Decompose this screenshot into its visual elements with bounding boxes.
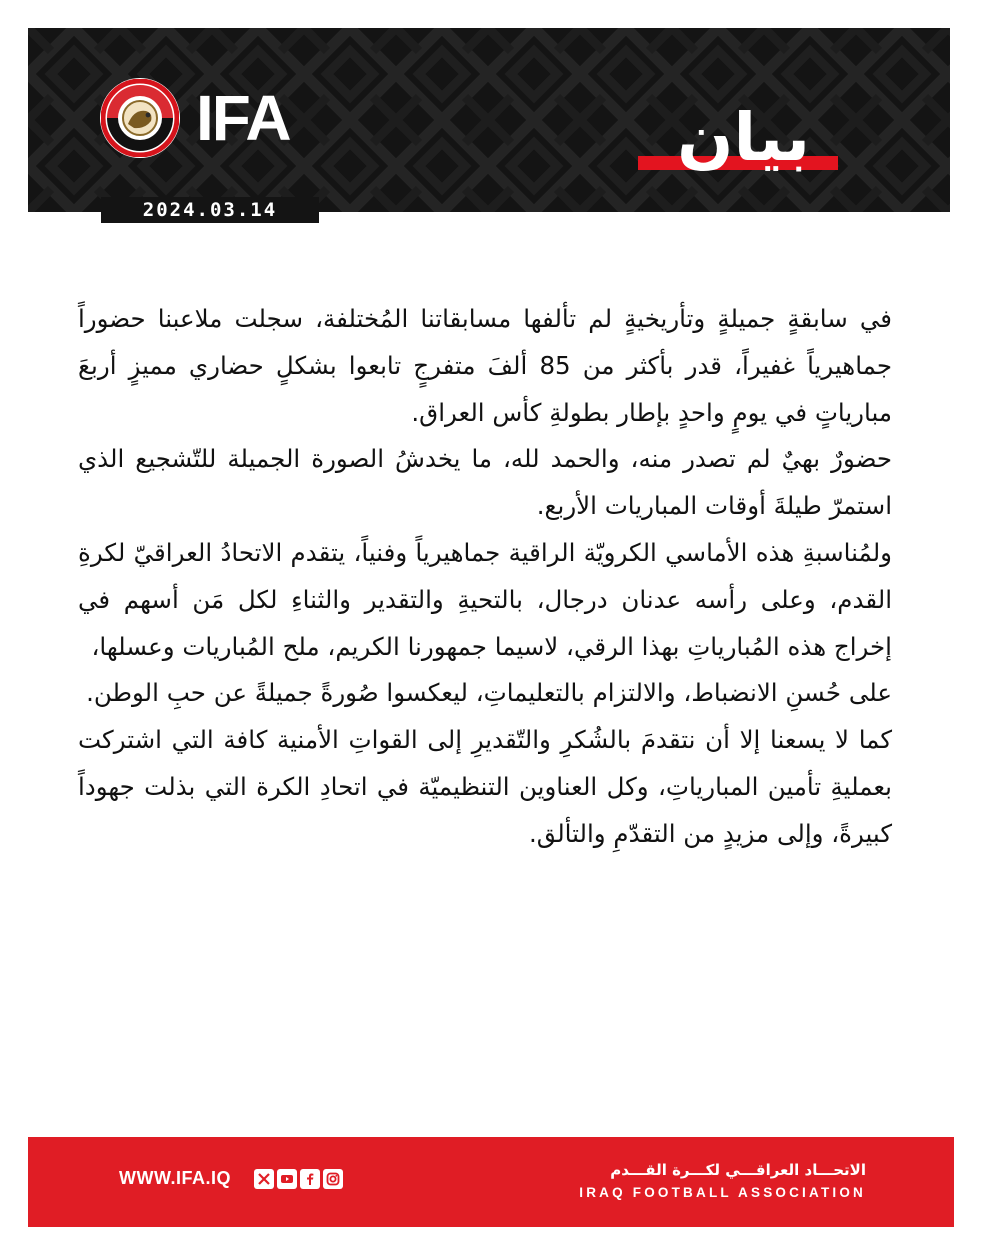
brand-wordmark: IFA [196, 82, 290, 154]
association-name-english: IRAQ FOOTBALL ASSOCIATION [579, 1185, 866, 1200]
statement-paragraph: حضورٌ بهيٌ لم تصدر منه، والحمد لله، ما يخدشُ الصورة الجميلة للتّشجيع الذي استمرّ طيلةَ أوقات المباريات الأربع. [78, 444, 892, 521]
instagram-icon[interactable] [323, 1169, 343, 1189]
title-block [677, 98, 810, 178]
website-link[interactable]: WWW.IFA.IQ [119, 1168, 231, 1188]
header-banner [28, 28, 950, 212]
statement-paragraph: كما لا يسعنا إلا أن نتقدمَ بالشُكرِ والتّقديرِ إلى القواتِ الأمنية كافة التي اشتركت بعمليةِ تأمين المبارياتِ، وكل العناوين التنظيميّة في اتحادِ الكرة التي بذلت جهوداً كبيرةً، وإلى مزيدٍ من التقدّمِ والتألق. [78, 725, 892, 848]
statement-paragraph: على حُسنِ الانضباط، والالتزام بالتعليماتِ، ليعكسوا صُورةً جميلةً عن حبِ الوطن. [86, 678, 892, 708]
ifa-crest-icon [100, 78, 180, 158]
footer-bar [28, 1137, 954, 1227]
social-links [254, 1169, 343, 1189]
date-badge: 2024.03.14 [101, 197, 319, 223]
x-icon[interactable] [254, 1169, 274, 1189]
statement-paragraph: في سابقةٍ جميلةٍ وتأريخيةٍ لم تألفها مسابقاتنا المُختلفة، سجلت ملاعبنا حضوراً جماهيرياً غفيراً، قدر بأكثر من 85 ألفَ متفرجٍ تابعوا بشكلٍ حضاري مميزٍ أربعَ مبارياتٍ في يومٍ واحدٍ بإطار بطولةِ كأس العراق. [78, 304, 892, 427]
youtube-icon[interactable] [277, 1169, 297, 1189]
page-title: بيان [677, 99, 810, 176]
association-name-arabic: الاتحـــاد العراقـــي لكـــرة القـــدم [610, 1161, 866, 1179]
ifa-logo [100, 78, 290, 158]
statement-body [78, 296, 892, 858]
statement-paragraph: ولمُناسبةِ هذه الأماسي الكرويّة الراقية جماهيرياً وفنياً، يتقدم الاتحادُ العراقيّ لكرةِ القدم، وعلى رأسه عدنان درجال، بالتحيةِ والتقدير والثناءِ لكل مَن أسهم في إخراج هذه المُبارياتِ بهذا الرقي، لاسيما جمهورنا الكريم، ملح المُباريات وعسلها، [78, 537, 892, 661]
facebook-icon[interactable] [300, 1169, 320, 1189]
